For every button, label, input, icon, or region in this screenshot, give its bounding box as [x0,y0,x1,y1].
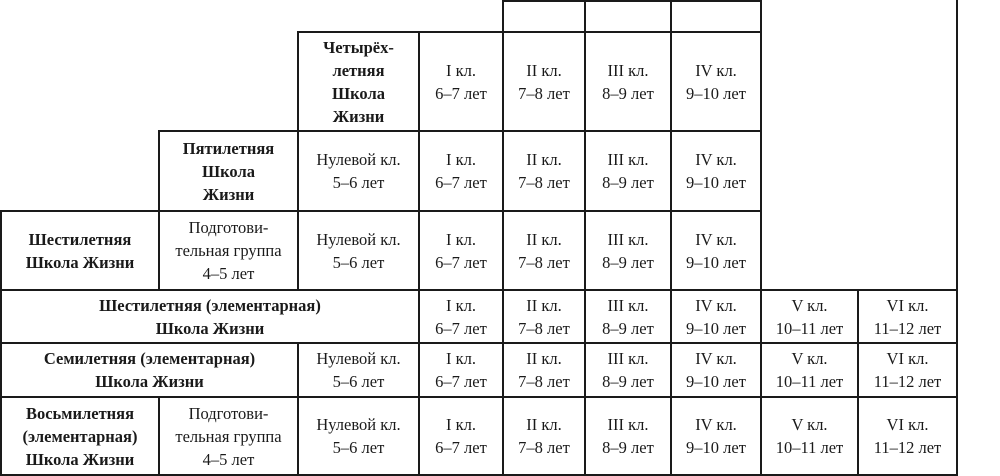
grade-cell: VI кл. 11–12 лет [857,396,958,476]
grade-cell: IV кл. 9–10 лет [670,289,762,344]
grade-cell: IV кл. 9–10 лет [670,130,762,212]
grade-cell: III кл. 8–9 лет [584,130,672,212]
grade-cell: I кл. 6–7 лет [418,31,504,132]
grade-cell: IV кл. 9–10 лет [670,342,762,398]
grade-cell: II кл. 7–8 лет [502,31,586,132]
grade-cell: III кл. 8–9 лет [584,342,672,398]
grade-cell: Нулевой кл. 5–6 лет [297,396,420,476]
grade-cell: IV кл. 9–10 лет [670,396,762,476]
grade-cell: I кл. 6–7 лет [418,130,504,212]
row-label-six-year: Шестилетняя Школа Жизни [0,210,160,291]
grade-cell: IV кл. 9–10 лет [670,31,762,132]
grade-cell: I кл. 6–7 лет [418,289,504,344]
grade-cell: Подготови- тельная группа 4–5 лет [158,210,299,291]
grade-cell: III кл. 8–9 лет [584,210,672,291]
grade-cell: II кл. 7–8 лет [502,342,586,398]
grade-cell: V кл. 10–11 лет [760,342,859,398]
empty-column [760,0,958,291]
grade-cell: Нулевой кл. 5–6 лет [297,210,420,291]
row-label-six-year-elementary: Шестилетняя (элементарная) Школа Жизни [0,289,420,344]
grade-cell: I кл. 6–7 лет [418,342,504,398]
grade-cell: I кл. 6–7 лет [418,396,504,476]
row-label-eight-year-elementary: Восьмилетняя (элементарная) Школа Жизни [0,396,160,476]
grade-cell: V кл. 10–11 лет [760,396,859,476]
grade-cell: II кл. 7–8 лет [502,130,586,212]
grade-cell: III кл. 8–9 лет [584,31,672,132]
grade-cell: IV кл. 9–10 лет [670,210,762,291]
empty-cell [670,0,762,33]
grade-cell: Подготови- тельная группа 4–5 лет [158,396,299,476]
grade-cell: VI кл. 11–12 лет [857,289,958,344]
row-label-four-year: Четырёх- летняя Школа Жизни [297,31,420,132]
grade-cell: III кл. 8–9 лет [584,289,672,344]
grade-cell: III кл. 8–9 лет [584,396,672,476]
grade-cell: II кл. 7–8 лет [502,396,586,476]
grade-cell: II кл. 7–8 лет [502,289,586,344]
grade-cell: VI кл. 11–12 лет [857,342,958,398]
row-label-seven-year-elementary: Семилетняя (элементарная) Школа Жизни [0,342,299,398]
grade-cell: V кл. 10–11 лет [760,289,859,344]
grade-cell: Нулевой кл. 5–6 лет [297,130,420,212]
empty-cell [584,0,672,33]
empty-cell [502,0,586,33]
grade-cell: II кл. 7–8 лет [502,210,586,291]
row-label-five-year: Пятилетняя Школа Жизни [158,130,299,212]
grade-cell: Нулевой кл. 5–6 лет [297,342,420,398]
grade-cell: I кл. 6–7 лет [418,210,504,291]
